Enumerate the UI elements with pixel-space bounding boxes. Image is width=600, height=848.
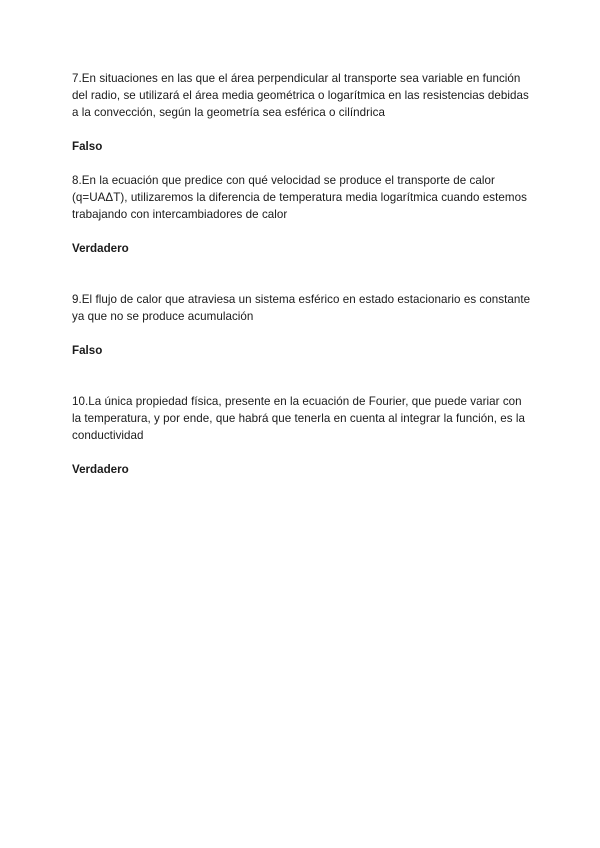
answer-8: Verdadero [72,242,129,255]
answer-10: Verdadero [72,463,129,476]
question-10: 10.La única propiedad física, presente en la ecuación de Fourier, que puede variar con la temperatura, y por ende, que habrá que tenerla en cuenta al integrar la función, es la conductividad [72,395,526,442]
document-body [72,70,532,478]
question-7: 7.En situaciones en las que el área perpendicular al transporte sea variable en función del radio, se utilizará el área media geométrica o logarítmica en las resistencias debidas a la convección, según la geometría sea esférica o cilíndrica [72,72,529,119]
question-9: 9.El flujo de calor que atraviesa un sistema esférico en estado estacionario es constante ya que no se produce acumulación [72,293,531,323]
answer-7: Falso [72,140,103,153]
question-8: 8.En la ecuación que predice con qué velocidad se produce el transporte de calor (q=UAΔT), utilizaremos la diferencia de temperatura media logarítmica cuando estemos trabajando con intercambiadores de calor [72,174,527,221]
answer-9: Falso [72,344,103,357]
